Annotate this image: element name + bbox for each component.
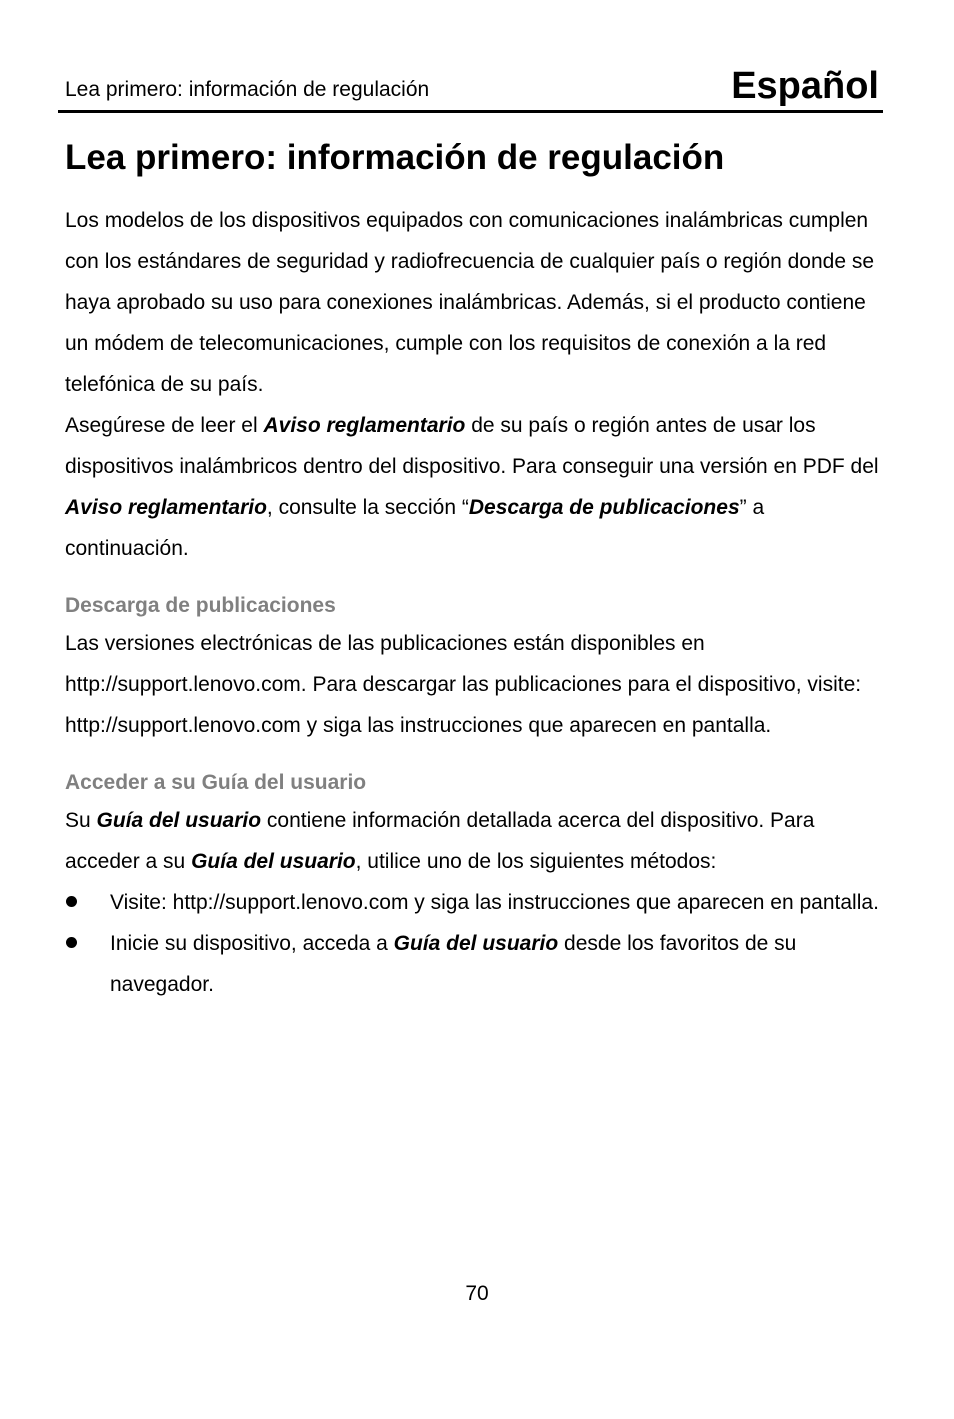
methods-list — [65, 882, 883, 1005]
intro-p2-text-3: , consulte la sección “ — [266, 496, 469, 519]
main-content — [65, 200, 883, 1005]
bullet-icon — [66, 896, 77, 907]
aviso-reglamentario-emphasis-2: Aviso reglamentario — [65, 496, 267, 519]
language-label: Español — [731, 65, 879, 107]
intro-p2-text-4: ” a continuación. — [65, 496, 765, 560]
guide-heading: Acceder a su Guía del usuario — [65, 771, 367, 794]
downloads-paragraph: Las versiones electrónicas de las publicaciones están disponibles en http://support.lenovo.com. Para descargar las publicaciones para el dispositivo, visite: http://support.lenovo.com y siga las instrucciones que aparecen en pantalla. — [65, 632, 862, 737]
guia-usuario-emphasis-1: Guía del usuario — [96, 809, 262, 832]
page-title: Lea primero: información de regulación — [65, 138, 725, 177]
intro-paragraph-1: Los modelos de los dispositivos equipados con comunicaciones inalámbricas cumplen con los estándares de seguridad y radiofrecuencia de cualquier país o región donde se haya aprobado su uso para conexiones inalámbricas. Además, si el producto contiene un módem de telecomunicaciones, cumple con los requisitos de conexión a la red telefónica de su país. — [65, 209, 875, 396]
intro-p2-text-1: Asegúrese de leer el — [65, 414, 264, 437]
bullet-1-text: Visite: http://support.lenovo.com y siga las instrucciones que aparecen en pantalla. — [110, 891, 879, 914]
page-number: 70 — [465, 1282, 489, 1305]
bullet-2-text-1: Inicie su dispositivo, acceda a — [110, 932, 394, 955]
guia-usuario-emphasis-2: Guía del usuario — [191, 850, 356, 873]
guia-usuario-emphasis-3: Guía del usuario — [393, 932, 559, 955]
guide-paragraph — [65, 800, 883, 882]
guide-text-3: , utilice uno de los siguientes métodos: — [355, 850, 717, 873]
running-title: Lea primero: información de regulación — [65, 78, 430, 101]
list-item — [65, 882, 883, 923]
guide-text-2: contiene información detallada acerca del dispositivo. Para acceder a su — [65, 809, 815, 873]
bullet-icon — [66, 937, 77, 948]
intro-paragraph-2 — [65, 405, 883, 569]
descarga-reference-emphasis: Descarga de publicaciones — [468, 496, 740, 519]
intro-p2-text-2: de su país o región antes de usar los dispositivos inalámbricos dentro del dispositivo. Para conseguir una versión en PDF del — [65, 414, 879, 478]
bullet-2-text-2: desde los favoritos de su navegador. — [110, 932, 797, 996]
guide-text-1: Su — [65, 809, 97, 832]
list-item — [65, 923, 883, 1005]
aviso-reglamentario-emphasis-1: Aviso reglamentario — [263, 414, 466, 437]
page-header — [58, 62, 883, 113]
downloads-heading: Descarga de publicaciones — [65, 594, 336, 617]
